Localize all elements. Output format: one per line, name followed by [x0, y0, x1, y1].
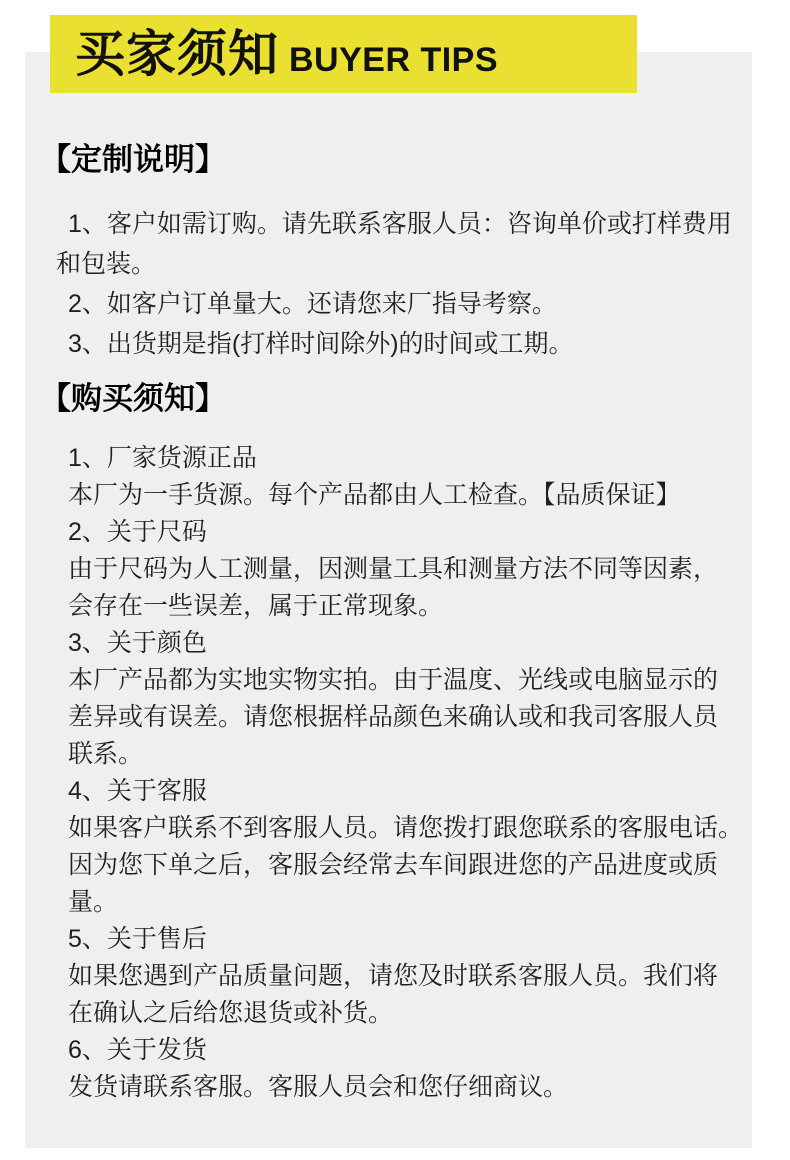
notice-line: 本厂为一手货源。每个产品都由人工检查。【品质保证】 — [68, 481, 681, 509]
banner-title-en: BUYER TIPS — [289, 41, 499, 79]
notice-item — [25, 324, 752, 364]
section-heading-customization: 【定制说明】 — [40, 142, 226, 177]
customization-notice-list — [25, 204, 752, 364]
notice-line: 3、关于颜色 — [68, 629, 207, 657]
notice-line: 联系。 — [68, 740, 144, 768]
notice-line: 4、关于客服 — [68, 777, 207, 805]
notice-line: 在确认之后给您退货或补货。 — [68, 999, 394, 1027]
buyer-tips-banner — [50, 15, 637, 93]
notice-line: 2、如客户订单量大。还请您来厂指导考察。 — [68, 290, 557, 318]
section-heading-purchase: 【购买须知】 — [40, 381, 226, 416]
notice-line: 本厂产品都为实地实物实拍。由于温度、光线或电脑显示的 — [68, 666, 719, 694]
notice-line: 发货请联系客服。客服人员会和您仔细商议。 — [68, 1073, 569, 1101]
notice-line: 1、厂家货源正品 — [68, 444, 257, 472]
notice-line: 1、客户如需订购。请先联系客服人员：咨询单价或打样费用 — [68, 210, 732, 238]
notice-item — [25, 921, 752, 1032]
banner-title-zh: 买家须知 — [75, 26, 279, 82]
notice-line: 差异或有误差。请您根据样品颜色来确认或和我司客服人员 — [68, 703, 719, 731]
notice-line: 量。 — [68, 888, 119, 916]
notice-line: 3、出货期是指(打样时间除外)的时间或工期。 — [68, 330, 574, 358]
notice-line: 如果您遇到产品质量问题，请您及时联系客服人员。我们将 — [68, 962, 719, 990]
content-panel — [25, 52, 752, 1148]
notice-item — [25, 625, 752, 773]
notice-item — [25, 440, 752, 514]
purchase-notice-list — [25, 440, 752, 1106]
notice-item — [25, 514, 752, 625]
notice-item — [25, 1032, 752, 1106]
notice-line: 如果客户联系不到客服人员。请您拨打跟您联系的客服电话。 — [68, 814, 744, 842]
notice-line: 由于尺码为人工测量，因测量工具和测量方法不同等因素， — [68, 555, 719, 583]
notice-line: 5、关于售后 — [68, 925, 207, 953]
notice-line: 和包装。 — [56, 250, 157, 278]
notice-item — [25, 773, 752, 921]
notice-line: 会存在一些误差，属于正常现象。 — [68, 592, 444, 620]
notice-item — [25, 204, 752, 284]
notice-line: 2、关于尺码 — [68, 518, 207, 546]
notice-line: 因为您下单之后，客服会经常去车间跟进您的产品进度或质 — [68, 851, 719, 879]
notice-item — [25, 284, 752, 324]
notice-line: 6、关于发货 — [68, 1036, 207, 1064]
